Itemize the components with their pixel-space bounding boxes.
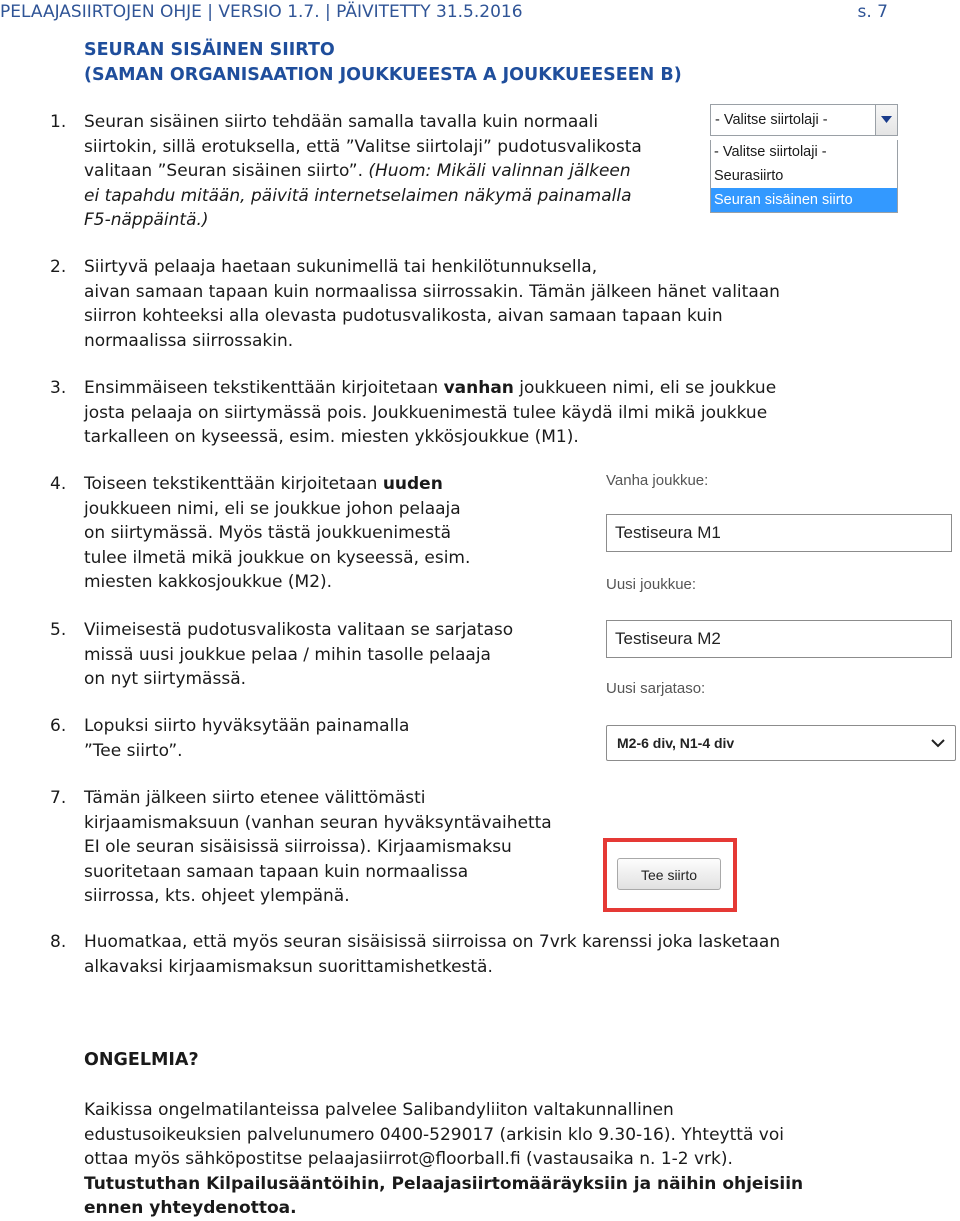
text-span: joukkueen nimi, eli se joukkue xyxy=(513,378,777,398)
text-line xyxy=(84,208,642,233)
text-line: Kaikissa ongelmatilanteissa palvelee Salibandyliiton valtakunnallinen xyxy=(84,1100,674,1120)
step-6-number: 6. xyxy=(50,716,67,736)
bold-text: vanhan xyxy=(443,378,514,398)
text-line: Seuran sisäinen siirto tehdään samalla tavalla kuin normaali xyxy=(84,112,599,132)
text-line: ottaa myös sähköpostitse pelaajasiirrot@floorball.fi (vastausaika n. 1-2 vrk). xyxy=(84,1149,733,1169)
step-6-text xyxy=(84,714,409,763)
text-line: Huomatkaa, että myös seuran sisäisissä siirroissa on 7vrk karenssi joka lasketaan xyxy=(84,932,781,952)
submit-transfer-button[interactable]: Tee siirto xyxy=(617,858,721,890)
text-line: siirrossa, kts. ohjeet ylempänä. xyxy=(84,886,350,906)
step-3-number: 3. xyxy=(50,378,67,398)
text-line: joukkueen nimi, eli se joukkue johon pelaaja xyxy=(84,498,461,519)
text-line: missä uusi joukkue pelaa / mihin tasolle pelaaja xyxy=(84,644,491,665)
text-line: Tutustuthan Kilpailusääntöihin, Pelaajasiirtomääräyksiin ja näihin ohjeisiin xyxy=(84,1173,804,1194)
section-title-line2: (SAMAN ORGANISAATION JOUKKUEESTA A JOUKKUEESEEN B) xyxy=(84,65,682,85)
text-line: miesten kakkosjoukkue (M2). xyxy=(84,572,333,592)
text-line: Siirtyvä pelaaja haetaan sukunimellä tai henkilötunnuksella, xyxy=(84,257,598,277)
text-line xyxy=(84,159,642,184)
page-number: s. 7 xyxy=(857,2,888,22)
text-span: Ensimmäiseen tekstikenttään kirjoitetaan xyxy=(84,378,444,398)
step-5-text xyxy=(84,618,513,692)
dropdown-selected[interactable] xyxy=(710,104,898,136)
chevron-down-icon xyxy=(881,116,892,123)
text-line: Lopuksi siirto hyväksytään painamalla xyxy=(84,716,410,736)
text-line: tarkalleen on kyseessä, esim. miesten ykkösjoukkue (M1). xyxy=(84,427,579,447)
step-2-text xyxy=(84,255,780,353)
dropdown-options xyxy=(710,140,898,213)
note-text: (Huom: Mikäli valinnan jälkeen xyxy=(368,161,631,181)
text-line xyxy=(84,376,776,401)
section-title-line1: SEURAN SISÄINEN SIIRTO xyxy=(84,40,335,60)
text-line xyxy=(84,184,642,209)
step-4-text xyxy=(84,472,470,595)
text-line: josta pelaaja on siirtymässä pois. Joukkuenimestä tulee käydä ilmi mikä joukkue xyxy=(84,402,768,423)
step-8-text xyxy=(84,930,780,979)
text-line xyxy=(84,472,470,497)
dropdown-selected-label: - Valitse siirtolaji - xyxy=(715,112,828,128)
text-line: tulee ilmetä mikä joukkue on kyseessä, esim. xyxy=(84,547,471,568)
text-line: aivan samaan tapaan kuin normaalissa siirrossakin. Tämän jälkeen hänet valitaan xyxy=(84,281,780,302)
document-header: PELAAJASIIRTOJEN OHJE | VERSIO 1.7. | PÄIVITETTY 31.5.2016 xyxy=(0,2,523,22)
step-1-number: 1. xyxy=(50,112,67,132)
text-line: on nyt siirtymässä. xyxy=(84,669,247,689)
transfer-type-dropdown xyxy=(710,104,898,213)
step-4-number: 4. xyxy=(50,474,67,494)
dropdown-option-selected[interactable]: Seuran sisäinen siirto xyxy=(711,188,897,212)
text-line: alkavaksi kirjaamismaksun suorittamishetkestä. xyxy=(84,956,493,977)
step-3-text xyxy=(84,376,776,450)
text-line: Viimeisestä pudotusvalikosta valitaan se sarjataso xyxy=(84,620,514,640)
bold-text: uuden xyxy=(382,474,443,494)
text-span: valitaan ”Seuran sisäinen siirto”. xyxy=(84,161,369,181)
step-2-number: 2. xyxy=(50,257,67,277)
problems-heading: ONGELMIA? xyxy=(84,1050,199,1070)
step-5-number: 5. xyxy=(50,620,67,640)
note-text: ei tapahdu mitään, päivitä internetselaimen näkymä painamalla xyxy=(84,185,632,206)
step-7-number: 7. xyxy=(50,788,67,808)
new-level-value: M2-6 div, N1-4 div xyxy=(617,735,735,751)
note-text: F5-näppäintä.) xyxy=(84,210,209,230)
problems-text xyxy=(84,1098,803,1221)
text-span: Toiseen tekstikenttään kirjoitetaan xyxy=(84,474,383,494)
text-line: edustusoikeuksien palvelunumero 0400-529017 (arkisin klo 9.30-16). Yhteyttä voi xyxy=(84,1124,784,1145)
dropdown-option[interactable]: - Valitse siirtolaji - xyxy=(714,144,827,160)
highlight-frame xyxy=(603,838,737,912)
text-line: ennen yhteydenottoa. xyxy=(84,1198,297,1218)
text-line: Tämän jälkeen siirto etenee välittömästi xyxy=(84,788,426,808)
section-title xyxy=(84,38,682,88)
new-level-label: Uusi sarjataso: xyxy=(606,680,706,697)
text-line: on siirtymässä. Myös tästä joukkuenimestä xyxy=(84,523,452,543)
old-team-input[interactable]: Testiseura M1 xyxy=(606,514,952,552)
new-team-input[interactable]: Testiseura M2 xyxy=(606,620,952,658)
text-line: normaalissa siirrossakin. xyxy=(84,330,294,351)
step-7-text xyxy=(84,786,552,909)
new-team-label: Uusi joukkue: xyxy=(606,576,697,593)
text-line: siirtokin, sillä erotuksella, että ”Valitse siirtolaji” pudotusvalikosta xyxy=(84,136,642,157)
chevron-down-icon xyxy=(931,739,945,748)
text-line: suoritetaan samaan tapaan kuin normaalissa xyxy=(84,861,469,882)
dropdown-option[interactable]: Seurasiirto xyxy=(714,168,784,184)
text-line: ”Tee siirto”. xyxy=(84,740,183,761)
step-1-text xyxy=(84,110,642,233)
old-team-label: Vanha joukkue: xyxy=(606,472,709,489)
step-8-number: 8. xyxy=(50,932,67,952)
text-line: siirron kohteeksi alla olevasta pudotusvalikosta, aivan samaan tapaan kuin xyxy=(84,306,723,326)
new-level-select[interactable] xyxy=(606,725,956,761)
dropdown-button[interactable] xyxy=(875,105,897,135)
text-line: kirjaamismaksuun (vanhan seuran hyväksyntävaihetta xyxy=(84,812,552,833)
text-line: EI ole seuran sisäisissä siirroissa). Kirjaamismaksu xyxy=(84,837,512,857)
